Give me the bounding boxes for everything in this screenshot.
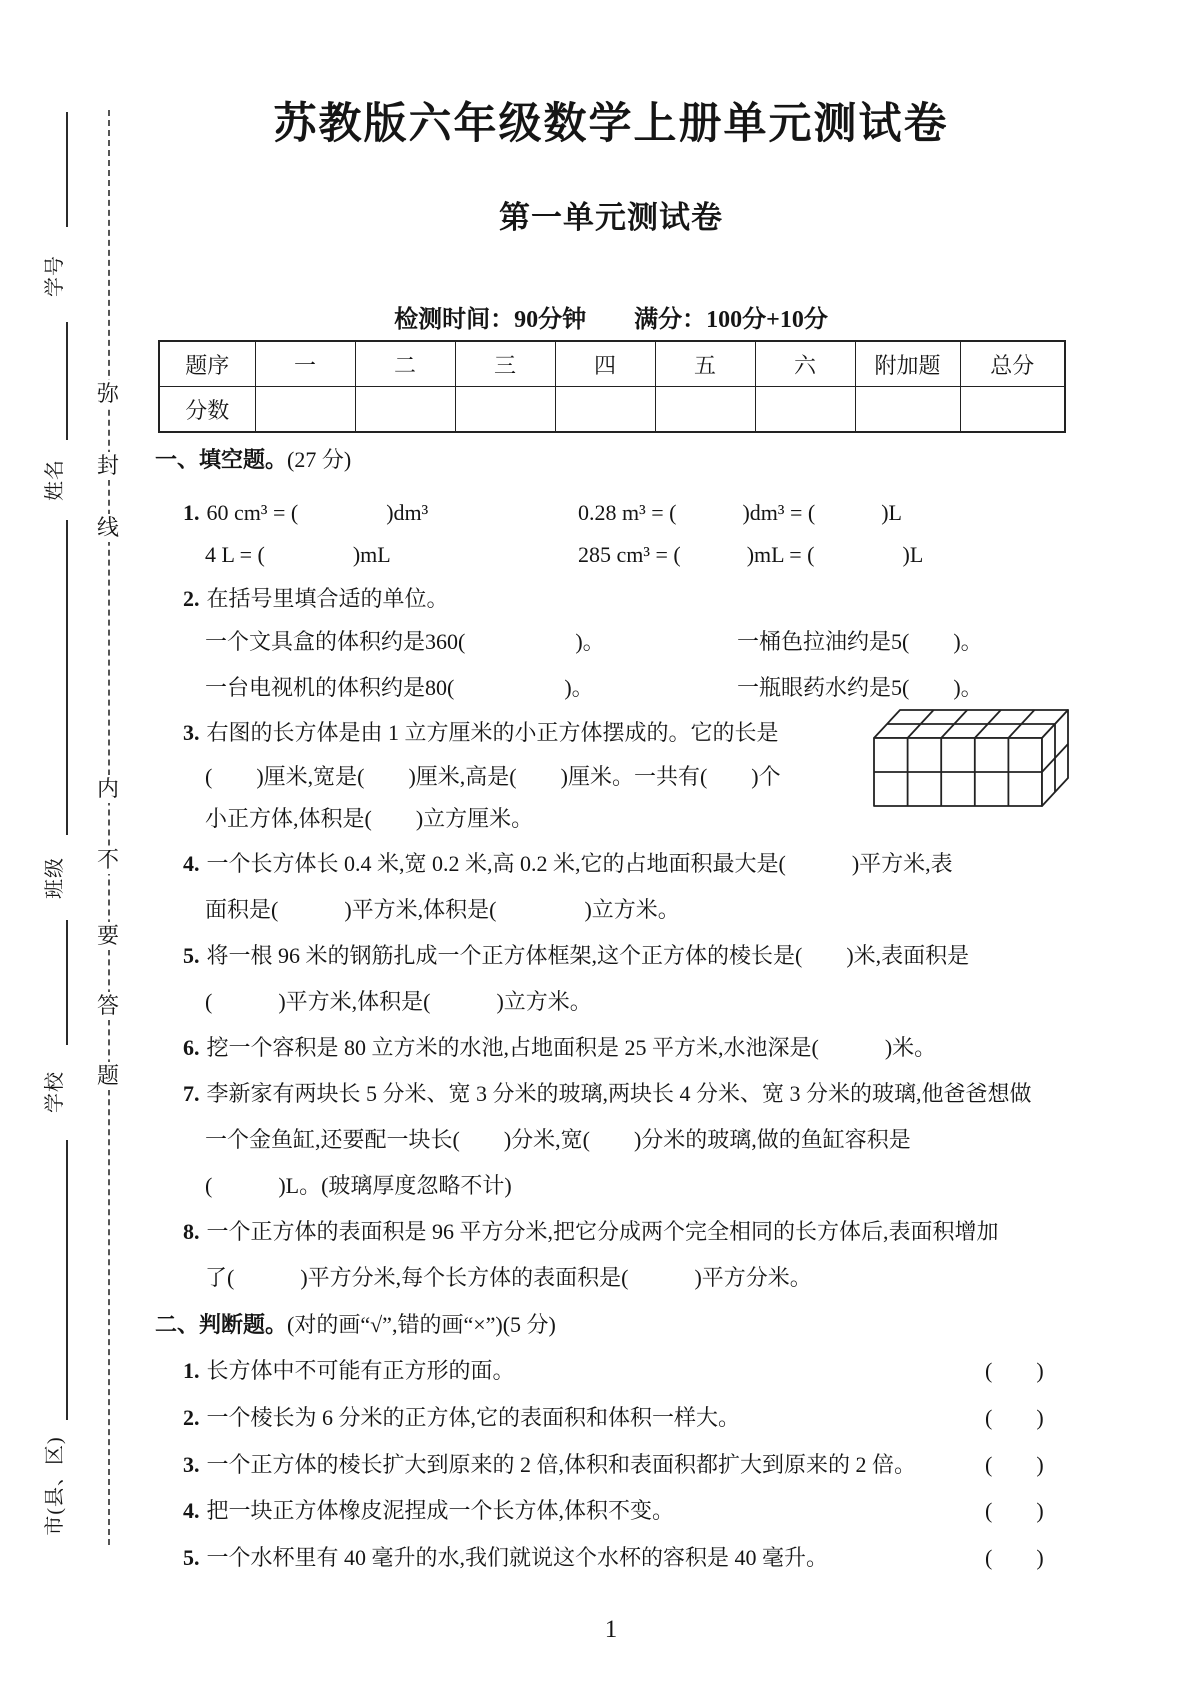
question-text: 60 cm³ = ( )dm³ bbox=[206, 500, 429, 525]
question-text: 一个水杯里有 40 毫升的水,我们就说这个水杯的容积是 40 毫升。 bbox=[206, 1545, 829, 1570]
q5-line1 bbox=[183, 943, 969, 968]
seal-char: 弥 bbox=[96, 381, 119, 406]
question-text: 一个正方体的棱长扩大到原来的 2 倍,体积和表面积都扩大到原来的 2 倍。 bbox=[206, 1452, 917, 1477]
field-label-text: 市(县、区) bbox=[43, 1436, 66, 1536]
question-text: 挖一个容积是 80 立方米的水池,占地面积是 25 平方米,水池深是( )米。 bbox=[206, 1035, 937, 1060]
question-number: 1. bbox=[183, 500, 200, 525]
field-label-text: 学号 bbox=[43, 255, 66, 297]
section2-note: (对的画“√”,错的画“×”)(5 分) bbox=[287, 1312, 556, 1337]
judge-item-3 bbox=[183, 1452, 916, 1477]
writein-line-district bbox=[66, 1140, 68, 1420]
score-col-header: 附加题 bbox=[855, 341, 960, 387]
question-text: 在括号里填合适的单位。 bbox=[206, 586, 449, 611]
cuboid-unit-cubes-figure bbox=[872, 708, 1070, 808]
section2-heading bbox=[155, 1312, 556, 1337]
q2-line1-right: 一桶色拉油约是5( )。 bbox=[737, 629, 983, 654]
q3-line3: 小正方体,体积是( )立方厘米。 bbox=[205, 806, 534, 831]
question-number: 7. bbox=[183, 1081, 200, 1106]
q2-line2-right: 一瓶眼药水约是5( )。 bbox=[737, 675, 983, 700]
section2-title: 二、判断题。 bbox=[155, 1312, 288, 1337]
question-text: 长方体中不可能有正方形的面。 bbox=[206, 1358, 515, 1383]
q2-line1-left: 一个文具盒的体积约是360( )。 bbox=[205, 629, 605, 654]
field-label-student-number bbox=[40, 206, 64, 346]
score-col-header: 总分 bbox=[960, 341, 1065, 387]
score-col-header: 四 bbox=[555, 341, 655, 387]
score-row-label: 分数 bbox=[159, 387, 255, 433]
question-number: 5. bbox=[183, 1545, 200, 1570]
q7-line2: 一个金鱼缸,还要配一块长( )分米,宽( )分米的玻璃,做的鱼缸容积是 bbox=[205, 1127, 911, 1152]
paper-subtitle: 第一单元测试卷 bbox=[499, 200, 723, 235]
score-table-header-row bbox=[159, 341, 1065, 387]
question-number: 8. bbox=[183, 1219, 200, 1244]
score-cell-empty bbox=[655, 387, 755, 433]
question-text: 将一根 96 米的钢筋扎成一个正方体框架,这个正方体的棱长是( )米,表面积是 bbox=[206, 943, 970, 968]
seal-char: 封 bbox=[96, 453, 119, 478]
question-text: 一个正方体的表面积是 96 平方分米,把它分成两个完全相同的长方体后,表面积增加 bbox=[206, 1219, 999, 1244]
score-cell-empty bbox=[555, 387, 655, 433]
question-text: 一个棱长为 6 分米的正方体,它的表面积和体积一样大。 bbox=[206, 1405, 741, 1430]
q2-line2-left: 一台电视机的体积约是80( )。 bbox=[205, 675, 594, 700]
section1-title: 一、填空题。 bbox=[155, 447, 288, 472]
seal-char: 答 bbox=[96, 993, 119, 1018]
score-col-header: 六 bbox=[755, 341, 855, 387]
q1-line1-right: 0.28 m³ = ( )dm³ = ( )L bbox=[578, 500, 902, 525]
seal-char: 线 bbox=[96, 515, 119, 540]
score-col-header: 三 bbox=[455, 341, 555, 387]
judge-answer-paren-3: ( ) bbox=[985, 1452, 1044, 1477]
question-text: 李新家有两块长 5 分米、宽 3 分米的玻璃,两块长 4 分米、宽 3 分米的玻璃,他爸爸想做 bbox=[206, 1081, 1032, 1106]
seal-char: 内 bbox=[96, 776, 119, 801]
q1-line1-left bbox=[183, 500, 428, 525]
q7-line3: ( )L。(玻璃厚度忽略不计) bbox=[205, 1173, 512, 1198]
exam-meta: 检测时间：90分钟 满分：100分+10分 bbox=[394, 307, 828, 333]
score-cell-empty bbox=[255, 387, 355, 433]
question-number: 2. bbox=[183, 1405, 200, 1430]
score-table-score-row bbox=[159, 387, 1065, 433]
score-table bbox=[158, 340, 1066, 433]
score-cell-empty bbox=[960, 387, 1065, 433]
score-cell-empty bbox=[355, 387, 455, 433]
q2-heading bbox=[183, 586, 449, 611]
q4-line1 bbox=[183, 851, 953, 876]
question-text: 把一块正方体橡皮泥捏成一个长方体,体积不变。 bbox=[206, 1498, 675, 1523]
score-cell-empty bbox=[455, 387, 555, 433]
question-number: 3. bbox=[183, 720, 200, 745]
q3-line1 bbox=[183, 720, 779, 745]
question-number: 1. bbox=[183, 1358, 200, 1383]
question-number: 2. bbox=[183, 586, 200, 611]
writein-line-class bbox=[66, 520, 68, 835]
field-label-district bbox=[40, 1416, 64, 1556]
q8-line2: 了( )平方分米,每个长方体的表面积是( )平方分米。 bbox=[205, 1265, 812, 1290]
score-cell-empty bbox=[755, 387, 855, 433]
q3-line2: ( )厘米,宽是( )厘米,高是( )厘米。一共有( )个 bbox=[205, 764, 781, 789]
seal-char: 不 bbox=[96, 847, 119, 872]
q5-line2: ( )平方米,体积是( )立方米。 bbox=[205, 989, 592, 1014]
q1-line2-right: 285 cm³ = ( )mL = ( )L bbox=[578, 542, 924, 567]
judge-item-5 bbox=[183, 1545, 828, 1570]
section1-heading bbox=[155, 447, 351, 472]
score-col-header: 题序 bbox=[159, 341, 255, 387]
page-number: 1 bbox=[604, 1616, 618, 1643]
q6-line1 bbox=[183, 1035, 936, 1060]
score-col-header: 五 bbox=[655, 341, 755, 387]
field-label-school bbox=[40, 1022, 64, 1162]
q7-line1 bbox=[183, 1081, 1032, 1106]
question-text: 右图的长方体是由 1 立方厘米的小正方体摆成的。它的长是 bbox=[206, 720, 779, 745]
score-cell-empty bbox=[855, 387, 960, 433]
field-label-name bbox=[40, 410, 64, 550]
field-label-text: 姓名 bbox=[43, 459, 66, 501]
writein-line-school bbox=[66, 920, 68, 1045]
writein-line-student-number bbox=[66, 112, 68, 227]
q8-line1 bbox=[183, 1219, 999, 1244]
judge-item-1 bbox=[183, 1358, 515, 1383]
q4-line2: 面积是( )平方米,体积是( )立方米。 bbox=[205, 897, 680, 922]
seal-dashed-line bbox=[108, 110, 110, 1545]
seal-char: 要 bbox=[96, 923, 119, 948]
writein-line-name bbox=[66, 322, 68, 440]
judge-answer-paren-4: ( ) bbox=[985, 1498, 1044, 1523]
field-label-class bbox=[40, 808, 64, 948]
q1-line2-left: 4 L = ( )mL bbox=[205, 542, 391, 567]
question-number: 3. bbox=[183, 1452, 200, 1477]
question-number: 6. bbox=[183, 1035, 200, 1060]
field-label-text: 班级 bbox=[43, 857, 66, 899]
question-number: 4. bbox=[183, 851, 200, 876]
paper-title: 苏教版六年级数学上册单元测试卷 bbox=[273, 101, 949, 148]
score-col-header: 二 bbox=[355, 341, 455, 387]
question-number: 5. bbox=[183, 943, 200, 968]
judge-answer-paren-1: ( ) bbox=[985, 1358, 1044, 1383]
seal-char: 题 bbox=[96, 1063, 119, 1088]
question-number: 4. bbox=[183, 1498, 200, 1523]
score-col-header: 一 bbox=[255, 341, 355, 387]
judge-item-2 bbox=[183, 1405, 740, 1430]
judge-answer-paren-5: ( ) bbox=[985, 1545, 1044, 1570]
field-label-text: 学校 bbox=[43, 1071, 66, 1113]
judge-answer-paren-2: ( ) bbox=[985, 1405, 1044, 1430]
question-text: 一个长方体长 0.4 米,宽 0.2 米,高 0.2 米,它的占地面积最大是( )平方米,表 bbox=[206, 851, 953, 876]
section1-points: (27 分) bbox=[287, 447, 352, 472]
judge-item-4 bbox=[183, 1498, 674, 1523]
